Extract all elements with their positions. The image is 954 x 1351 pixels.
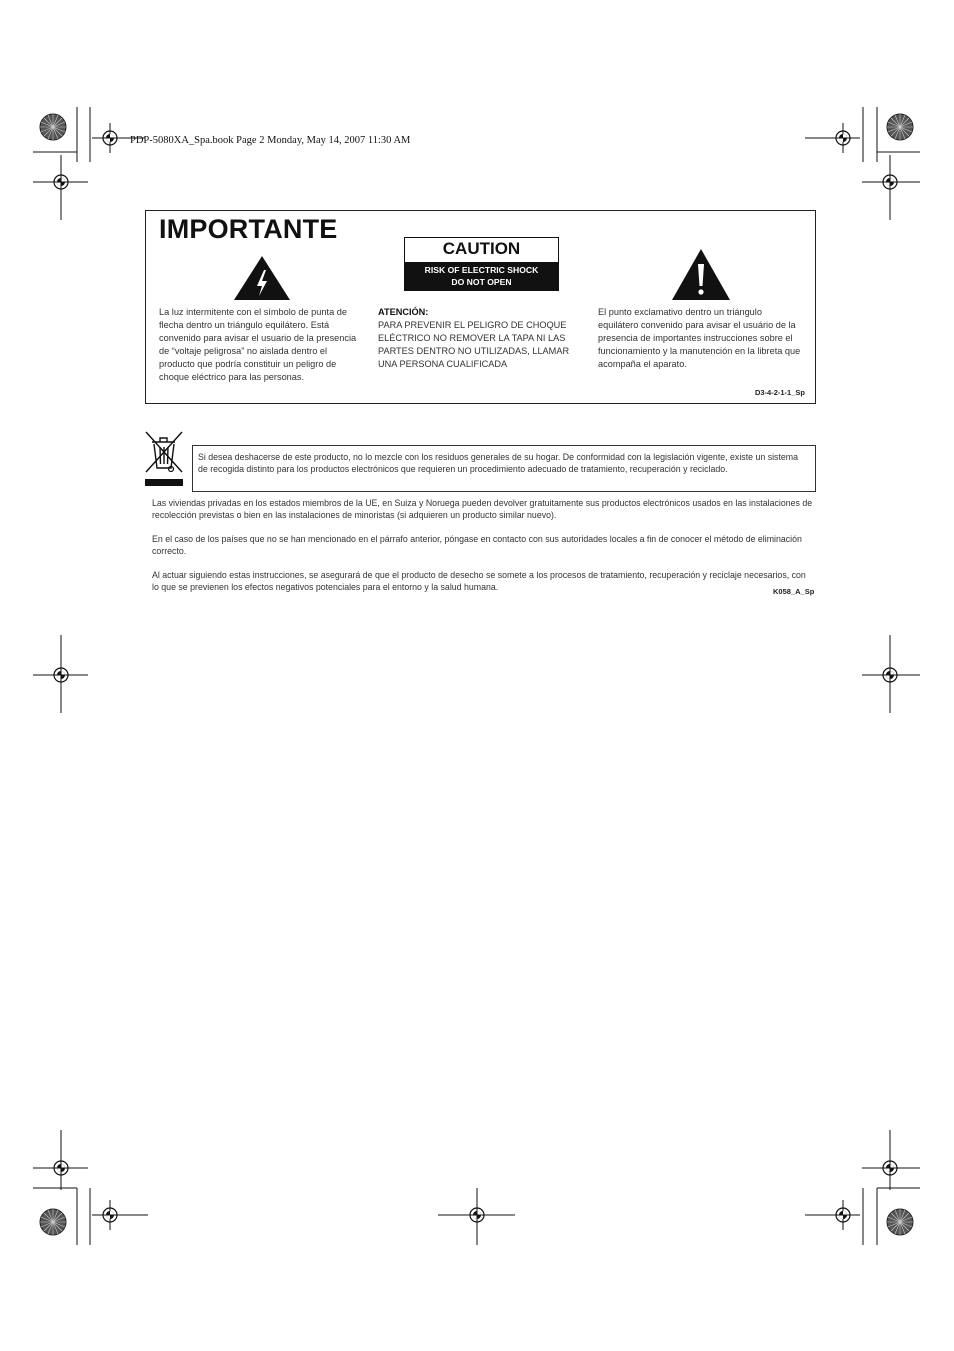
caution-line-2: DO NOT OPEN — [451, 277, 512, 287]
exclamation-triangle-icon — [671, 248, 731, 301]
disposal-notice-box — [192, 445, 816, 492]
file-info-header: PDP-5080XA_Spa.book Page 2 Monday, May 14, 2007 11:30 AM — [130, 135, 411, 146]
disposal-paragraph-2: En el caso de los países que no se han mencionado en el párrafo anterior, póngase en contacto con sus autoridades locales a fin de conocer el método de eliminación correcto. — [152, 534, 802, 556]
attention-block — [378, 306, 583, 371]
attention-text: PARA PREVENIR EL PELIGRO DE CHOQUE ELÉCTRICO NO REMOVER LA TAPA NI LAS PARTES DENTRO NO UTILIZADAS, LLAMAR UNA PERSONA CUALIFICADA — [378, 320, 570, 369]
color-wheel-icon — [887, 114, 913, 140]
document-code: D3-4-2-1-1_Sp — [754, 388, 805, 397]
color-wheel-icon — [887, 1209, 913, 1235]
color-wheel-icon — [40, 1209, 66, 1235]
attention-heading: ATENCIÓN: — [378, 307, 429, 317]
caution-label — [404, 237, 559, 291]
important-title: IMPORTANTE — [159, 214, 338, 244]
important-notice-box — [145, 210, 816, 404]
caution-title: CAUTION — [442, 239, 521, 258]
lightning-symbol-description: La luz intermitente con el símbolo de punta de flecha dentro un triángulo equilátero. Está convenido para avisar el usuario de la presencia de “voltaje peligrosa” no aislada dentro el producto que podría constituir un peligro de choque eléctrico para las personas. — [159, 307, 357, 382]
color-wheel-icon — [40, 114, 66, 140]
disposal-notice-text: Si desea deshacerse de este producto, no lo mezcle con los residuos generales de su hogar. De conformidad con la legislación vigente, existe un sistema de recogida distinto para los productos electrónicos que requieren un procedimiento adecuado de tratamiento, recuperación y reciclado. — [198, 452, 799, 474]
exclamation-symbol-description: El punto exclamativo dentro un triángulo equilátero convenido para avisar el usuário de la presencia de importantes instrucciones sobre el funcionamiento y la manutención en la libreta que acompaña el aparato. — [598, 307, 801, 369]
crossed-bin-icon — [142, 428, 186, 488]
caution-band — [405, 262, 558, 290]
disposal-paragraph-3: Al actuar siguiendo estas instrucciones, se asegurará de que el producto de desecho se somete a los procesos de tratamiento, recuperación y reciclaje necesarios, con lo que se previenen los efectos negativos potenciales para el entorno y la salud humana. — [152, 570, 806, 592]
disposal-paragraph-1: Las viviendas privadas en los estados miembros de la UE, en Suiza y Noruega pueden devolver gratuitamente sus productos electrónicos usados en las instalaciones de recolección previstas o bien en las instalaciones de minoristas (si adquieren un producto similar nuevo). — [152, 498, 813, 520]
lightning-triangle-icon — [233, 255, 291, 301]
caution-line-1: RISK OF ELECTRIC SHOCK — [424, 265, 539, 275]
disposal-code: K058_A_Sp — [773, 587, 815, 596]
